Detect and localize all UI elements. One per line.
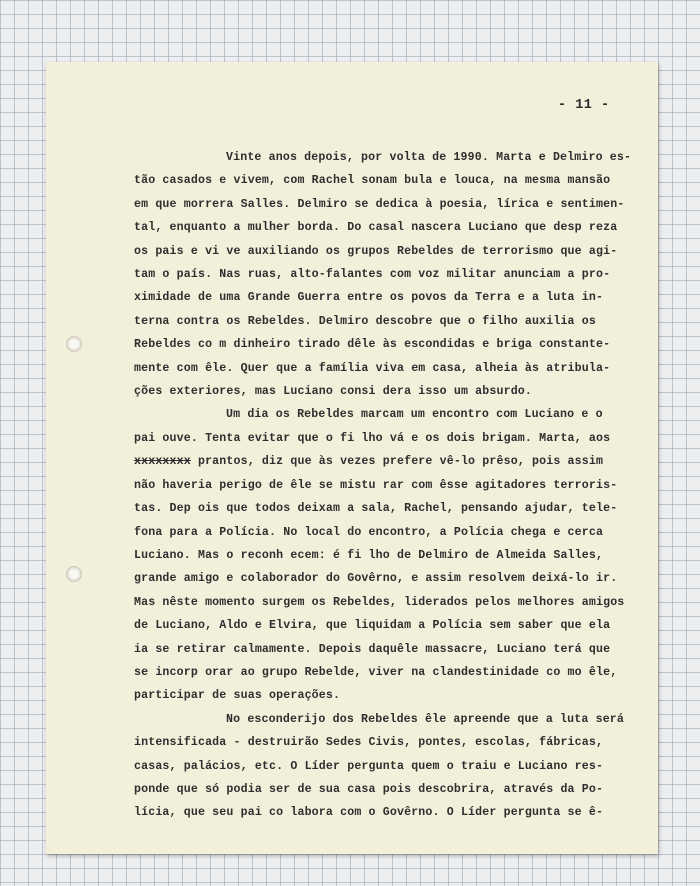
text-line [134, 567, 640, 590]
text-line [134, 450, 640, 473]
text-line-content: prantos, diz que às vezes prefere vê-lo prêso, pois assim [190, 455, 604, 469]
punch-hole [66, 566, 82, 582]
text-line-content: casas, palácios, etc. O Líder pergunta quem o traiu e Luciano res- [134, 759, 604, 773]
text-line [134, 380, 640, 403]
text-line [134, 427, 640, 450]
text-line [134, 778, 640, 801]
text-line [134, 357, 640, 380]
text-line-content: ia se retirar calmamente. Depois daquêle massacre, Luciano terá que [134, 642, 611, 656]
text-line-content: tas. Dep ois que todos deixam a sala, Rachel, pensando ajudar, tele- [134, 502, 618, 516]
text-line [134, 333, 640, 356]
text-line [134, 591, 640, 614]
text-line-content: intensificada - destruirão Sedes Civis, pontes, escolas, fábricas, [134, 736, 604, 750]
text-line-content: de Luciano, Aldo e Elvira, que liquidam a Polícia sem saber que ela [134, 619, 611, 633]
text-line [134, 169, 640, 192]
text-line [134, 310, 640, 333]
text-line-content: No esconderijo dos Rebeldes êle apreende que a luta será [226, 712, 625, 726]
text-line-content: Mas nêste momento surgem os Rebeldes, liderados pelos melhores amigos [134, 595, 625, 609]
text-line [134, 661, 640, 684]
text-line-content: os pais e vi ve auxiliando os grupos Rebeldes de terrorismo que agi- [134, 244, 618, 258]
text-line-content: mente com êle. Quer que a família viva em casa, alheia às atribula- [134, 361, 611, 375]
text-line-content: ponde que só podia ser de sua casa pois descobrira, através da Po- [134, 782, 604, 796]
struck-out-text: xxxxxxxx [134, 455, 191, 469]
text-line-content: Luciano. Mas o reconh ecem: é fi lho de Delmiro de Almeida Salles, [134, 548, 604, 562]
typed-body-text [134, 146, 640, 825]
text-line-content: se incorp orar ao grupo Rebelde, viver na clandestinidade co mo êle, [134, 665, 618, 679]
text-line [134, 544, 640, 567]
text-line-content: tão casados e vivem, com Rachel sonam bula e louca, na mesma mansão [134, 174, 611, 188]
text-line-content: participar de suas operações. [134, 689, 341, 703]
text-line [134, 614, 640, 637]
text-line-content: não haveria perigo de êle se mistu rar com êsse agitadores terroris- [134, 478, 618, 492]
text-line-content: Rebeldes co m dinheiro tirado dêle às escondidas e briga constante- [134, 338, 611, 352]
text-line [134, 755, 640, 778]
punch-hole [66, 336, 82, 352]
text-line-content: grande amigo e colaborador do Govêrno, e assim resolvem deixá-lo ir. [134, 572, 618, 586]
text-line [134, 216, 640, 239]
text-line [134, 708, 640, 731]
text-line-content: ximidade de uma Grande Guerra entre os povos da Terra e a luta in- [134, 291, 604, 305]
text-line [134, 801, 640, 824]
text-line-content: Vinte anos depois, por volta de 1990. Marta e Delmiro es- [226, 151, 632, 164]
text-line [134, 146, 640, 169]
text-line [134, 521, 640, 544]
text-line [134, 240, 640, 263]
text-line [134, 263, 640, 286]
text-line [134, 497, 640, 520]
text-line-content: fona para a Polícia. No local do encontro, a Polícia chega e cerca [134, 525, 604, 539]
text-line [134, 684, 640, 707]
text-line-content: tam o país. Nas ruas, alto-falantes com voz militar anunciam a pro- [134, 268, 611, 282]
text-line [134, 403, 640, 426]
text-line-content: lícia, que seu pai co labora com o Govêrno. O Líder pergunta se ê- [134, 806, 604, 820]
text-line [134, 193, 640, 216]
text-line-content: tal, enquanto a mulher borda. Do casal nascera Luciano que desp reza [134, 221, 618, 235]
text-line-content: pai ouve. Tenta evitar que o fi lho vá e os dois brigam. Marta, aos [134, 431, 611, 445]
text-line [134, 731, 640, 754]
text-line-content: terna contra os Rebeldes. Delmiro descobre que o filho auxilia os [134, 314, 596, 328]
text-line [134, 474, 640, 497]
text-line-content: em que morrera Salles. Delmiro se dedica à poesia, lírica e sentimen- [134, 197, 625, 211]
text-line [134, 286, 640, 309]
text-line-content: Um dia os Rebeldes marcam um encontro com Luciano e o [226, 408, 603, 422]
page-number: - 11 - [558, 98, 610, 113]
text-line [134, 638, 640, 661]
text-line-content: ções exteriores, mas Luciano consi dera isso um absurdo. [134, 385, 533, 399]
typed-page [46, 62, 658, 854]
